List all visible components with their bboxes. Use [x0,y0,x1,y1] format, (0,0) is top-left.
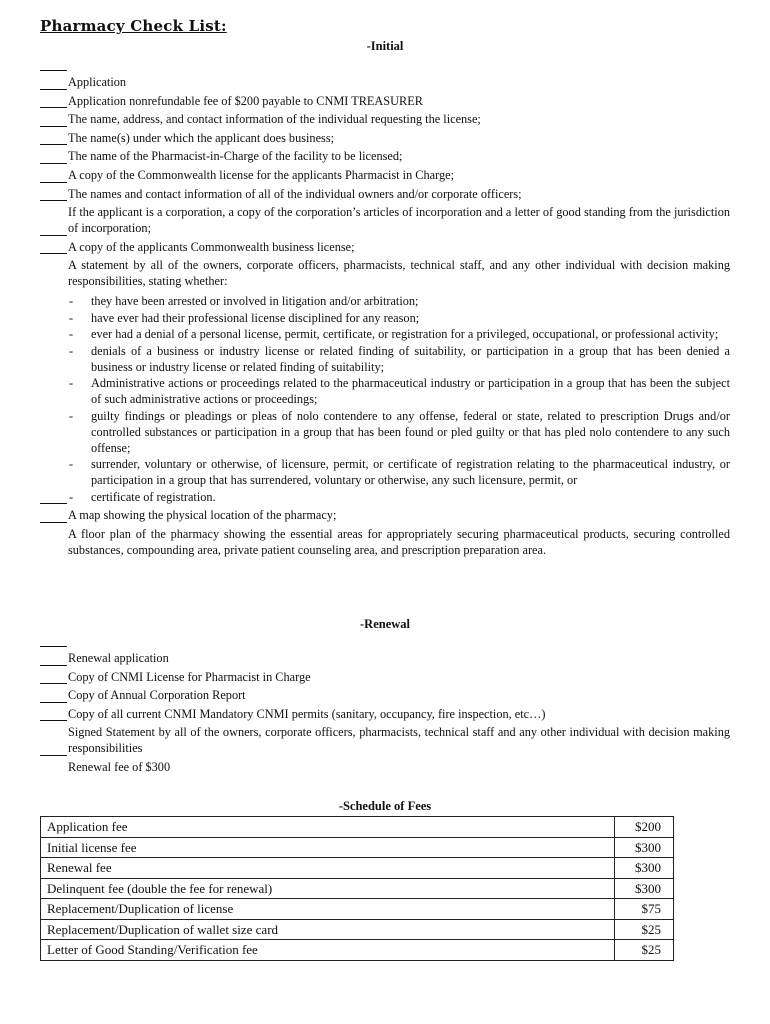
table-row [41,817,674,838]
table-row [41,919,674,940]
checklist-item [40,239,730,255]
item-text: Copy of CNMI License for Pharmacist in Charge [68,669,311,684]
item-text: If the applicant is a corporation, a copy of the corporation’s articles of incorporation and a letter of good standing from the jurisdiction of incorporation; [68,205,730,236]
sub-item-text: they have been arrested or involved in litigation and/or arbitration; [91,294,419,309]
table-row [41,878,674,899]
item-text: A map showing the physical location of the pharmacy; [68,508,337,523]
item-text: The name(s) under which the applicant does business; [68,130,335,145]
sub-item-text: ever had a denial of a personal license, permit, certificate, or registration for a privileged, occupational, or professional activity; [91,327,719,342]
sub-list-item [68,293,730,309]
dash-bullet: - [69,294,74,309]
checklist-item [40,669,730,685]
renewal-checklist [40,650,730,778]
dash-bullet: - [69,310,74,325]
table-row [41,940,674,961]
checklist-item [40,706,730,722]
fee-label: Replacement/Duplication of license [41,899,615,920]
checklist-item [40,93,730,109]
table-row [41,899,674,920]
dash-bullet: - [69,457,74,472]
fee-amount: $300 [615,878,674,899]
fee-amount: $300 [615,837,674,858]
item-text: Renewal fee of $300 [68,759,171,774]
checklist-item [40,111,730,127]
sub-item-text: certificate of registration. [91,489,216,504]
item-text: Application nonrefundable fee of $200 payable to CNMI TREASURER [68,93,423,108]
fee-label: Application fee [41,817,615,838]
dash-bullet: - [69,327,74,342]
item-text: Signed Statement by all of the owners, corporate officers, pharmacists, technical staff and any other individual with decision making responsibilities [68,725,730,756]
fee-amount: $75 [615,899,674,920]
dash-bullet: - [69,408,74,423]
fee-schedule-table [40,816,674,961]
sub-list-item [68,375,730,407]
item-text: A floor plan of the pharmacy showing the essential areas for appropriately securing pharmaceutical products, securing controlled substances, compounding area, private patient counseling area, and prescription preparation area. [68,527,730,558]
item-text: A copy of the applicants Commonwealth business license; [68,239,355,254]
sub-item-text: denials of a business or industry license or related finding of suitability, or participation in a group that has been denied a business or industry license or related finding of suitability; [91,343,730,374]
fee-label: Replacement/Duplication of wallet size card [41,919,615,940]
fee-amount: $200 [615,817,674,838]
item-text: Copy of all current CNMI Mandatory CNMI permits (sanitary, occupancy, fire inspection, etc…) [68,706,546,721]
sub-item-text: Administrative actions or proceedings related to the pharmaceutical industry or participation in a group that has been the subject of such administrative actions or proceedings; [91,376,730,407]
fee-amount: $25 [615,940,674,961]
item-text: Copy of Annual Corporation Report [68,688,246,703]
checklist-item [40,759,730,775]
dash-bullet: - [69,376,74,391]
item-text: A copy of the Commonwealth license for the applicants Pharmacist in Charge; [68,167,455,182]
statement-sublist [68,293,730,505]
checklist-item [40,507,730,523]
dash-bullet: - [69,343,74,358]
fee-amount: $300 [615,858,674,879]
sub-list-item [68,326,730,342]
checklist-item [40,130,730,146]
item-text: A statement by all of the owners, corporate officers, pharmacists, technical staff, and any other individual with decision making responsibilities, stating whether: [68,258,730,289]
item-text: Renewal application [68,651,169,665]
checklist-item [40,526,730,558]
checklist-item [40,650,730,666]
sub-list-item [68,310,730,326]
sub-list-item [68,489,730,505]
renewal-heading: -Renewal [360,617,410,631]
item-text: The names and contact information of all of the individual owners and/or corporate officers; [68,186,522,201]
dash-bullet: - [69,489,74,504]
checklist-item [40,186,730,202]
fee-label: Renewal fee [41,858,615,879]
fee-label: Letter of Good Standing/Verification fee [41,940,615,961]
sub-list-item [68,408,730,456]
checklist-item [40,687,730,703]
item-text: Application [68,75,127,89]
initial-checklist [40,74,730,561]
checklist-item [40,74,730,90]
initial-heading: -Initial [366,39,404,53]
page-title: Pharmacy Check List: [40,17,227,35]
table-row [41,858,674,879]
sub-list-item [68,456,730,488]
item-text: The name, address, and contact information of the individual requesting the license; [68,112,481,127]
checklist-item [40,724,730,756]
fee-amount: $25 [615,919,674,940]
fee-label: Delinquent fee (double the fee for renewal) [41,878,615,899]
checklist-item [40,148,730,164]
sub-item-text: have ever had their professional license disciplined for any reason; [91,310,420,325]
fees-heading: -Schedule of Fees [338,799,432,813]
checklist-item [40,167,730,183]
fee-label: Initial license fee [41,837,615,858]
item-text: The name of the Pharmacist-in-Charge of the facility to be licensed; [68,149,403,164]
sub-list-item [68,343,730,375]
checklist-item [40,257,730,505]
sub-item-text: guilty findings or pleadings or pleas of nolo contendere to any offense, federal or state, related to prescription Drugs and/or controlled substances or participation in a group that has been found or pled guilty or that has pled nolo contendere to any such offense; [91,408,730,455]
checklist-item [40,204,730,236]
sub-item-text: surrender, voluntary or otherwise, of licensure, permit, or certificate of registration relating to the pharmaceutical industry, or participation in a group that has surrendered, voluntary or otherwise, any such licensure, permit, or [91,457,730,488]
table-row [41,837,674,858]
